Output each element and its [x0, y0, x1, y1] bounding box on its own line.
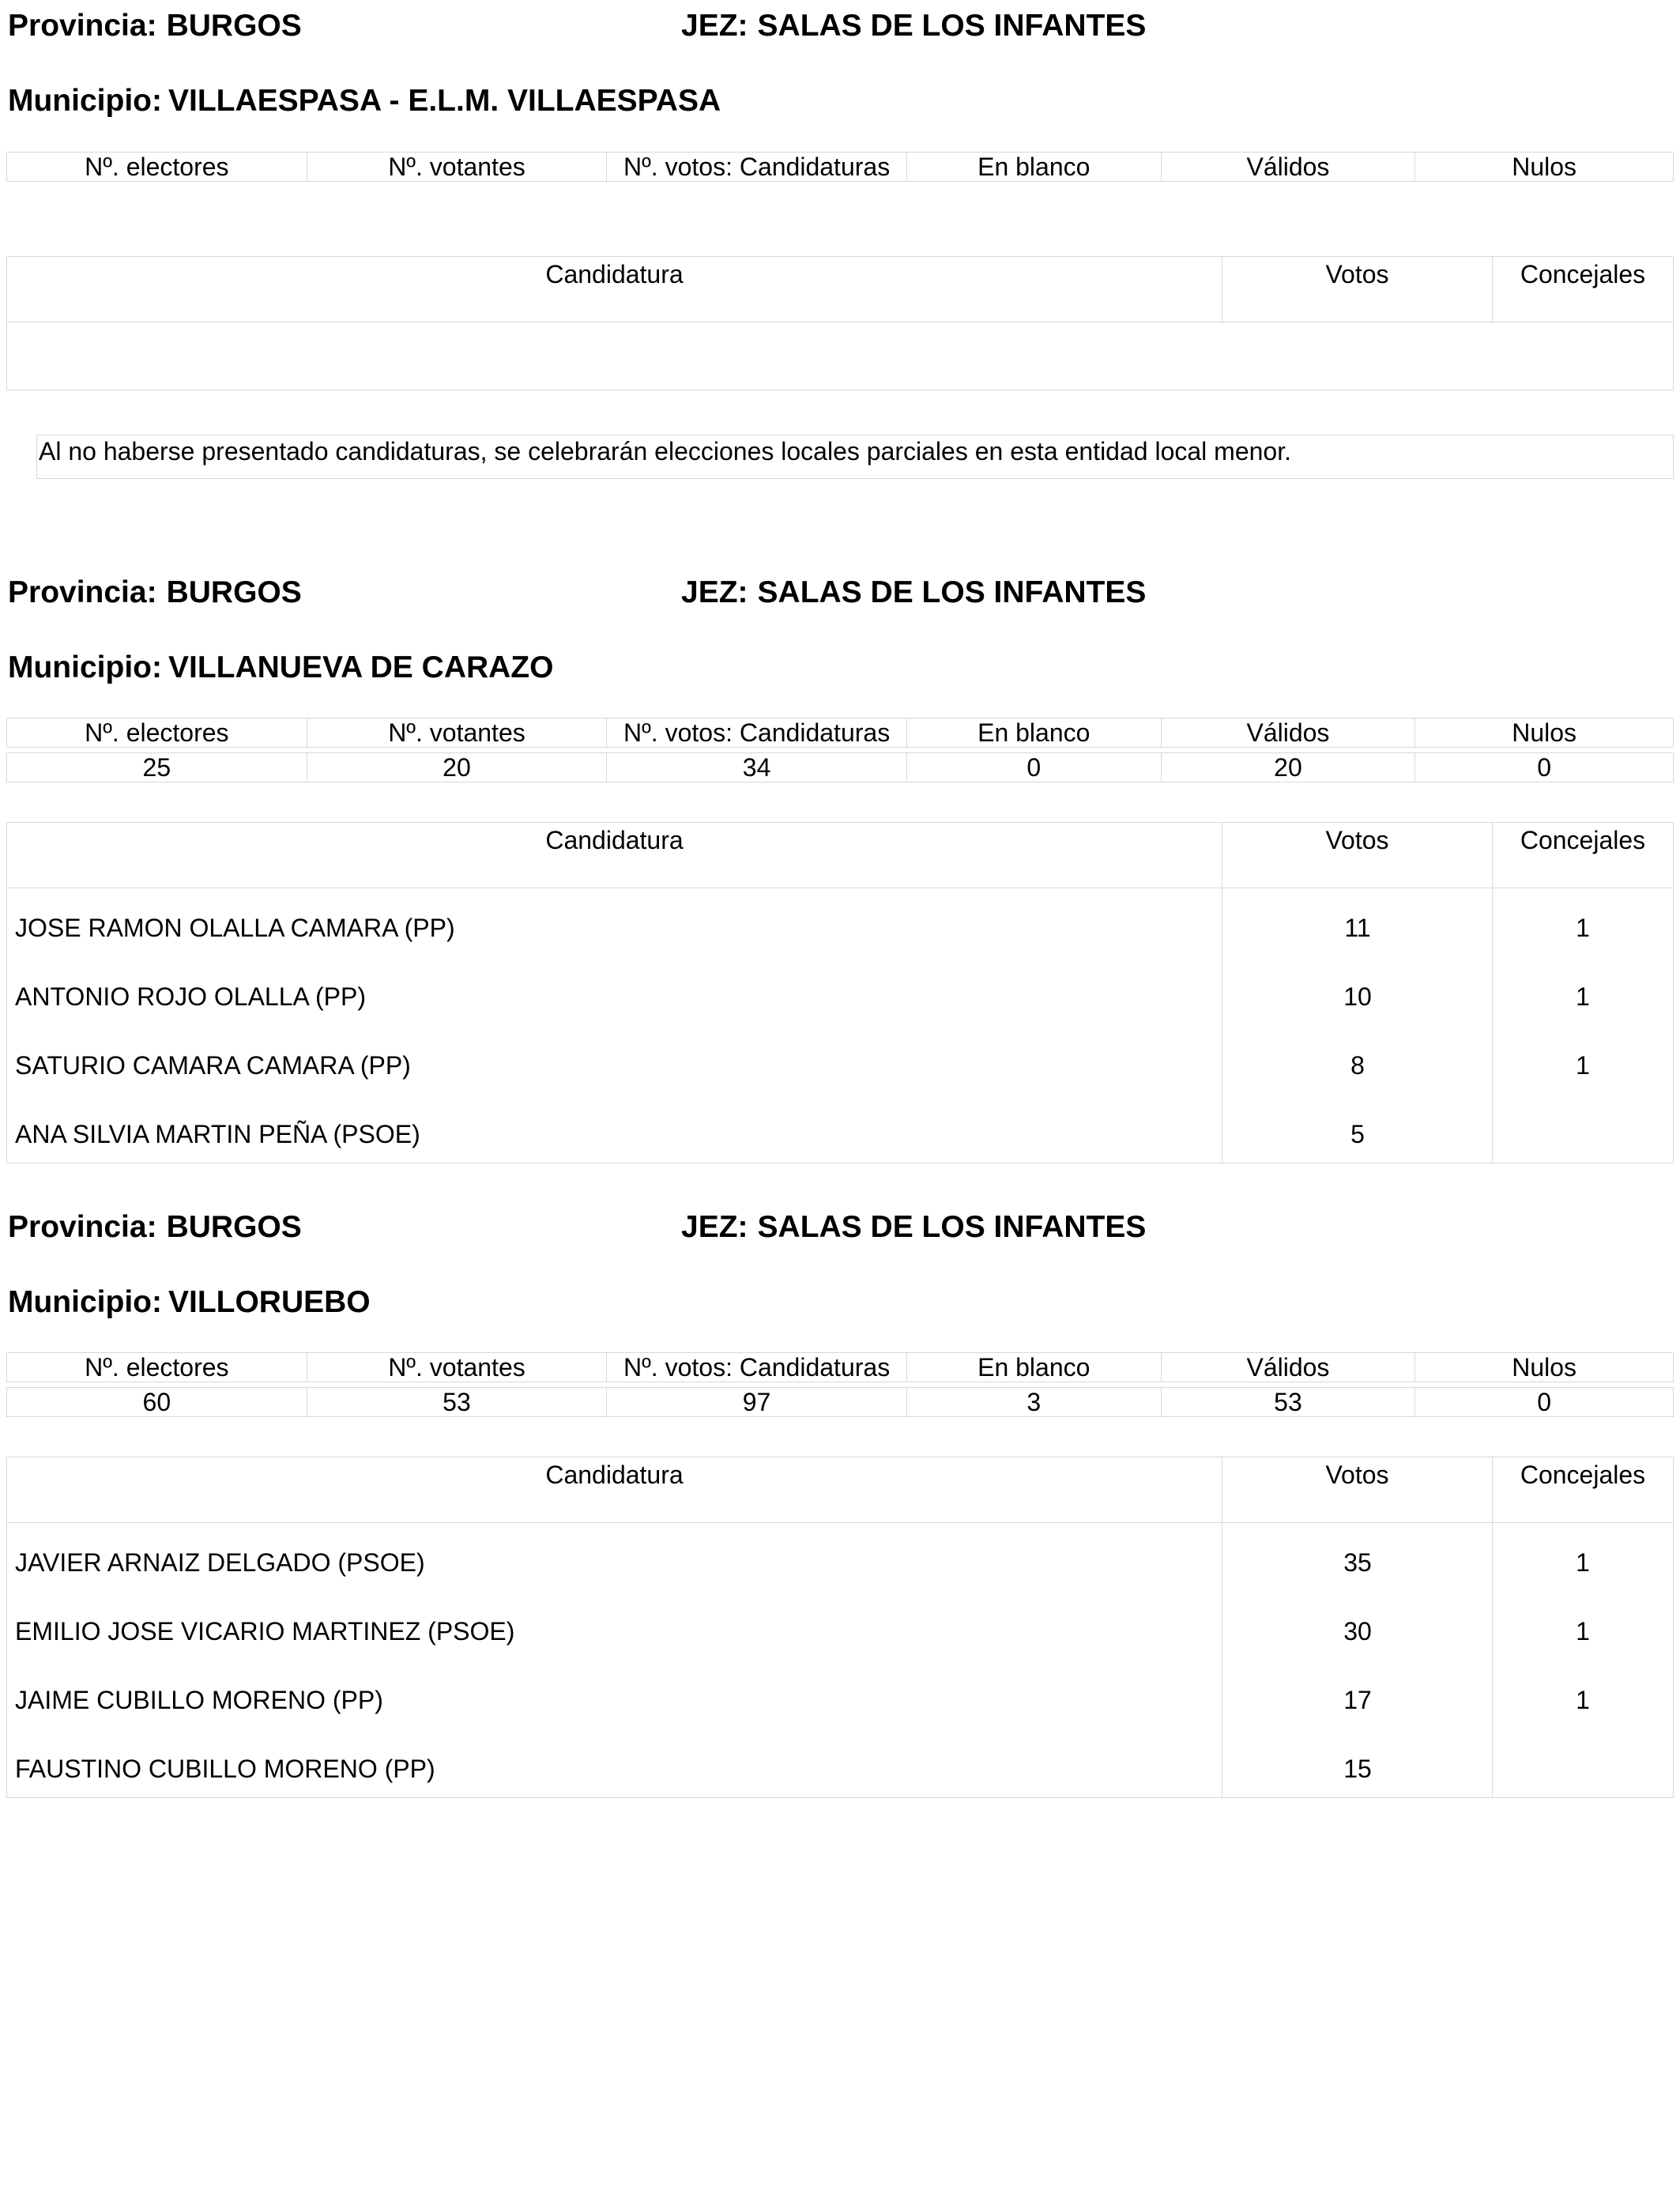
candidate-concejales: 1: [1576, 1686, 1590, 1714]
header-candidatura: Candidatura: [7, 257, 1222, 322]
stats-en-blanco-value: 3: [907, 1388, 1162, 1416]
candidates-table: [6, 256, 1674, 390]
candidate-name: JOSE RAMON OLALLA CAMARA (PP): [15, 914, 455, 942]
jez-heading: [681, 577, 1146, 608]
provincia-heading: [8, 1212, 302, 1242]
table-row: [7, 888, 1673, 957]
jez-label: JEZ:: [681, 1210, 748, 1244]
stats-en-blanco-value: 0: [907, 753, 1162, 782]
jez-value: SALAS DE LOS INFANTES: [757, 1210, 1147, 1244]
table-row: [7, 1661, 1673, 1729]
candidate-concejales: 1: [1576, 982, 1590, 1011]
candidate-votos: 15: [1343, 1755, 1372, 1783]
no-candidates-note: Al no haberse presentado candidaturas, se celebrarán elecciones locales parciales en esta entidad local menor.: [36, 435, 1674, 479]
stats-header-row: [6, 1352, 1674, 1382]
municipio-value: VILLAESPASA - E.L.M. VILLAESPASA: [168, 84, 721, 118]
candidates-table-header: [7, 823, 1673, 888]
jez-label: JEZ:: [681, 575, 748, 609]
stats-votos-candidaturas-value: 97: [607, 1388, 907, 1416]
header-votos: Votos: [1222, 1457, 1493, 1522]
stats-header-row: [6, 152, 1674, 182]
stats-header-nulos: Nulos: [1512, 718, 1577, 747]
stats-header-validos: Válidos: [1162, 1353, 1416, 1382]
table-row: [7, 1026, 1673, 1095]
candidates-table: [6, 1457, 1674, 1798]
jez-label: JEZ:: [681, 9, 748, 43]
candidate-concejales: 1: [1576, 1617, 1590, 1646]
stats-header-electores: Nº. electores: [7, 153, 307, 181]
candidate-concejales: 1: [1576, 914, 1590, 942]
stats-values-row: [6, 752, 1674, 782]
stats-header-votos-candidaturas: Nº. votos: Candidaturas: [607, 718, 907, 747]
table-row: [7, 1095, 1673, 1163]
provincia-heading: [8, 10, 302, 41]
stats-votantes-value: 53: [307, 1388, 608, 1416]
provincia-label: Provincia:: [8, 9, 157, 43]
stats-validos-value: 20: [1162, 753, 1416, 782]
municipio-heading: [8, 1287, 371, 1318]
stats-header-electores: Nº. electores: [7, 1353, 307, 1382]
stats-header-votantes: Nº. votantes: [307, 718, 608, 747]
stats-header-validos: Válidos: [1162, 718, 1416, 747]
stats-header-validos: Válidos: [1162, 153, 1416, 181]
header-concejales: Concejales: [1520, 826, 1646, 854]
municipio-heading: [8, 85, 721, 116]
candidates-table-header: [7, 257, 1673, 322]
candidate-name: EMILIO JOSE VICARIO MARTINEZ (PSOE): [15, 1617, 515, 1646]
candidate-name: JAVIER ARNAIZ DELGADO (PSOE): [15, 1548, 425, 1577]
stats-header-en-blanco: En blanco: [907, 153, 1162, 181]
stats-nulos-value: 0: [1537, 753, 1552, 782]
stats-header-votos-candidaturas: Nº. votos: Candidaturas: [607, 153, 907, 181]
stats-header-en-blanco: En blanco: [907, 1353, 1162, 1382]
candidate-name: ANTONIO ROJO OLALLA (PP): [15, 982, 366, 1011]
stats-nulos-value: 0: [1537, 1388, 1552, 1416]
stats-values-row: [6, 1387, 1674, 1417]
candidate-concejales: 1: [1576, 1051, 1590, 1080]
stats-votos-candidaturas-value: 34: [607, 753, 907, 782]
provincia-label: Provincia:: [8, 1210, 157, 1244]
stats-votantes-value: 20: [307, 753, 608, 782]
candidate-votos: 30: [1343, 1617, 1372, 1646]
municipio-value: VILLANUEVA DE CARAZO: [168, 650, 554, 684]
jez-heading: [681, 1212, 1146, 1242]
municipio-label: Municipio:: [8, 1285, 162, 1319]
header-candidatura: Candidatura: [7, 1457, 1222, 1522]
table-row: [7, 957, 1673, 1026]
municipio-value: VILLORUEBO: [168, 1285, 371, 1319]
candidate-name: ANA SILVIA MARTIN PEÑA (PSOE): [15, 1120, 420, 1148]
provincia-label: Provincia:: [8, 575, 157, 609]
stats-header-nulos: Nulos: [1512, 153, 1577, 181]
header-concejales: Concejales: [1520, 260, 1646, 288]
candidate-concejales: 1: [1576, 1548, 1590, 1577]
stats-header-votos-candidaturas: Nº. votos: Candidaturas: [607, 1353, 907, 1382]
header-candidatura: Candidatura: [7, 823, 1222, 888]
stats-header-row: [6, 718, 1674, 748]
stats-header-votantes: Nº. votantes: [307, 153, 608, 181]
provincia-value: BURGOS: [166, 9, 302, 43]
table-row: [7, 1729, 1673, 1798]
provincia-value: BURGOS: [166, 1210, 302, 1244]
header-concejales: Concejales: [1520, 1461, 1646, 1489]
table-row: [7, 1523, 1673, 1592]
stats-electores-value: 25: [7, 753, 307, 782]
table-row: [7, 1592, 1673, 1661]
municipio-label: Municipio:: [8, 84, 162, 118]
candidate-votos: 35: [1343, 1548, 1372, 1577]
candidate-name: SATURIO CAMARA CAMARA (PP): [15, 1051, 411, 1080]
candidate-name: JAIME CUBILLO MORENO (PP): [15, 1686, 383, 1714]
candidate-name: FAUSTINO CUBILLO MORENO (PP): [15, 1755, 435, 1783]
candidate-votos: 17: [1343, 1686, 1372, 1714]
candidates-table: [6, 822, 1674, 1163]
stats-header-nulos: Nulos: [1512, 1353, 1577, 1382]
jez-heading: [681, 10, 1146, 41]
header-votos: Votos: [1222, 257, 1493, 322]
provincia-value: BURGOS: [166, 575, 302, 609]
stats-validos-value: 53: [1162, 1388, 1416, 1416]
candidate-votos: 8: [1350, 1051, 1365, 1080]
stats-header-electores: Nº. electores: [7, 718, 307, 747]
candidate-votos: 10: [1343, 982, 1372, 1011]
header-votos: Votos: [1222, 823, 1493, 888]
municipio-heading: [8, 652, 553, 683]
jez-value: SALAS DE LOS INFANTES: [757, 575, 1147, 609]
candidates-table-header: [7, 1457, 1673, 1523]
provincia-heading: [8, 577, 302, 608]
stats-header-en-blanco: En blanco: [907, 718, 1162, 747]
municipio-label: Municipio:: [8, 650, 162, 684]
candidates-table-body: [7, 1523, 1673, 1798]
candidate-votos: 11: [1344, 914, 1371, 942]
candidate-votos: 5: [1350, 1120, 1365, 1148]
stats-header-votantes: Nº. votantes: [307, 1353, 608, 1382]
jez-value: SALAS DE LOS INFANTES: [757, 9, 1147, 43]
stats-electores-value: 60: [7, 1388, 307, 1416]
candidates-table-body: [7, 888, 1673, 1163]
